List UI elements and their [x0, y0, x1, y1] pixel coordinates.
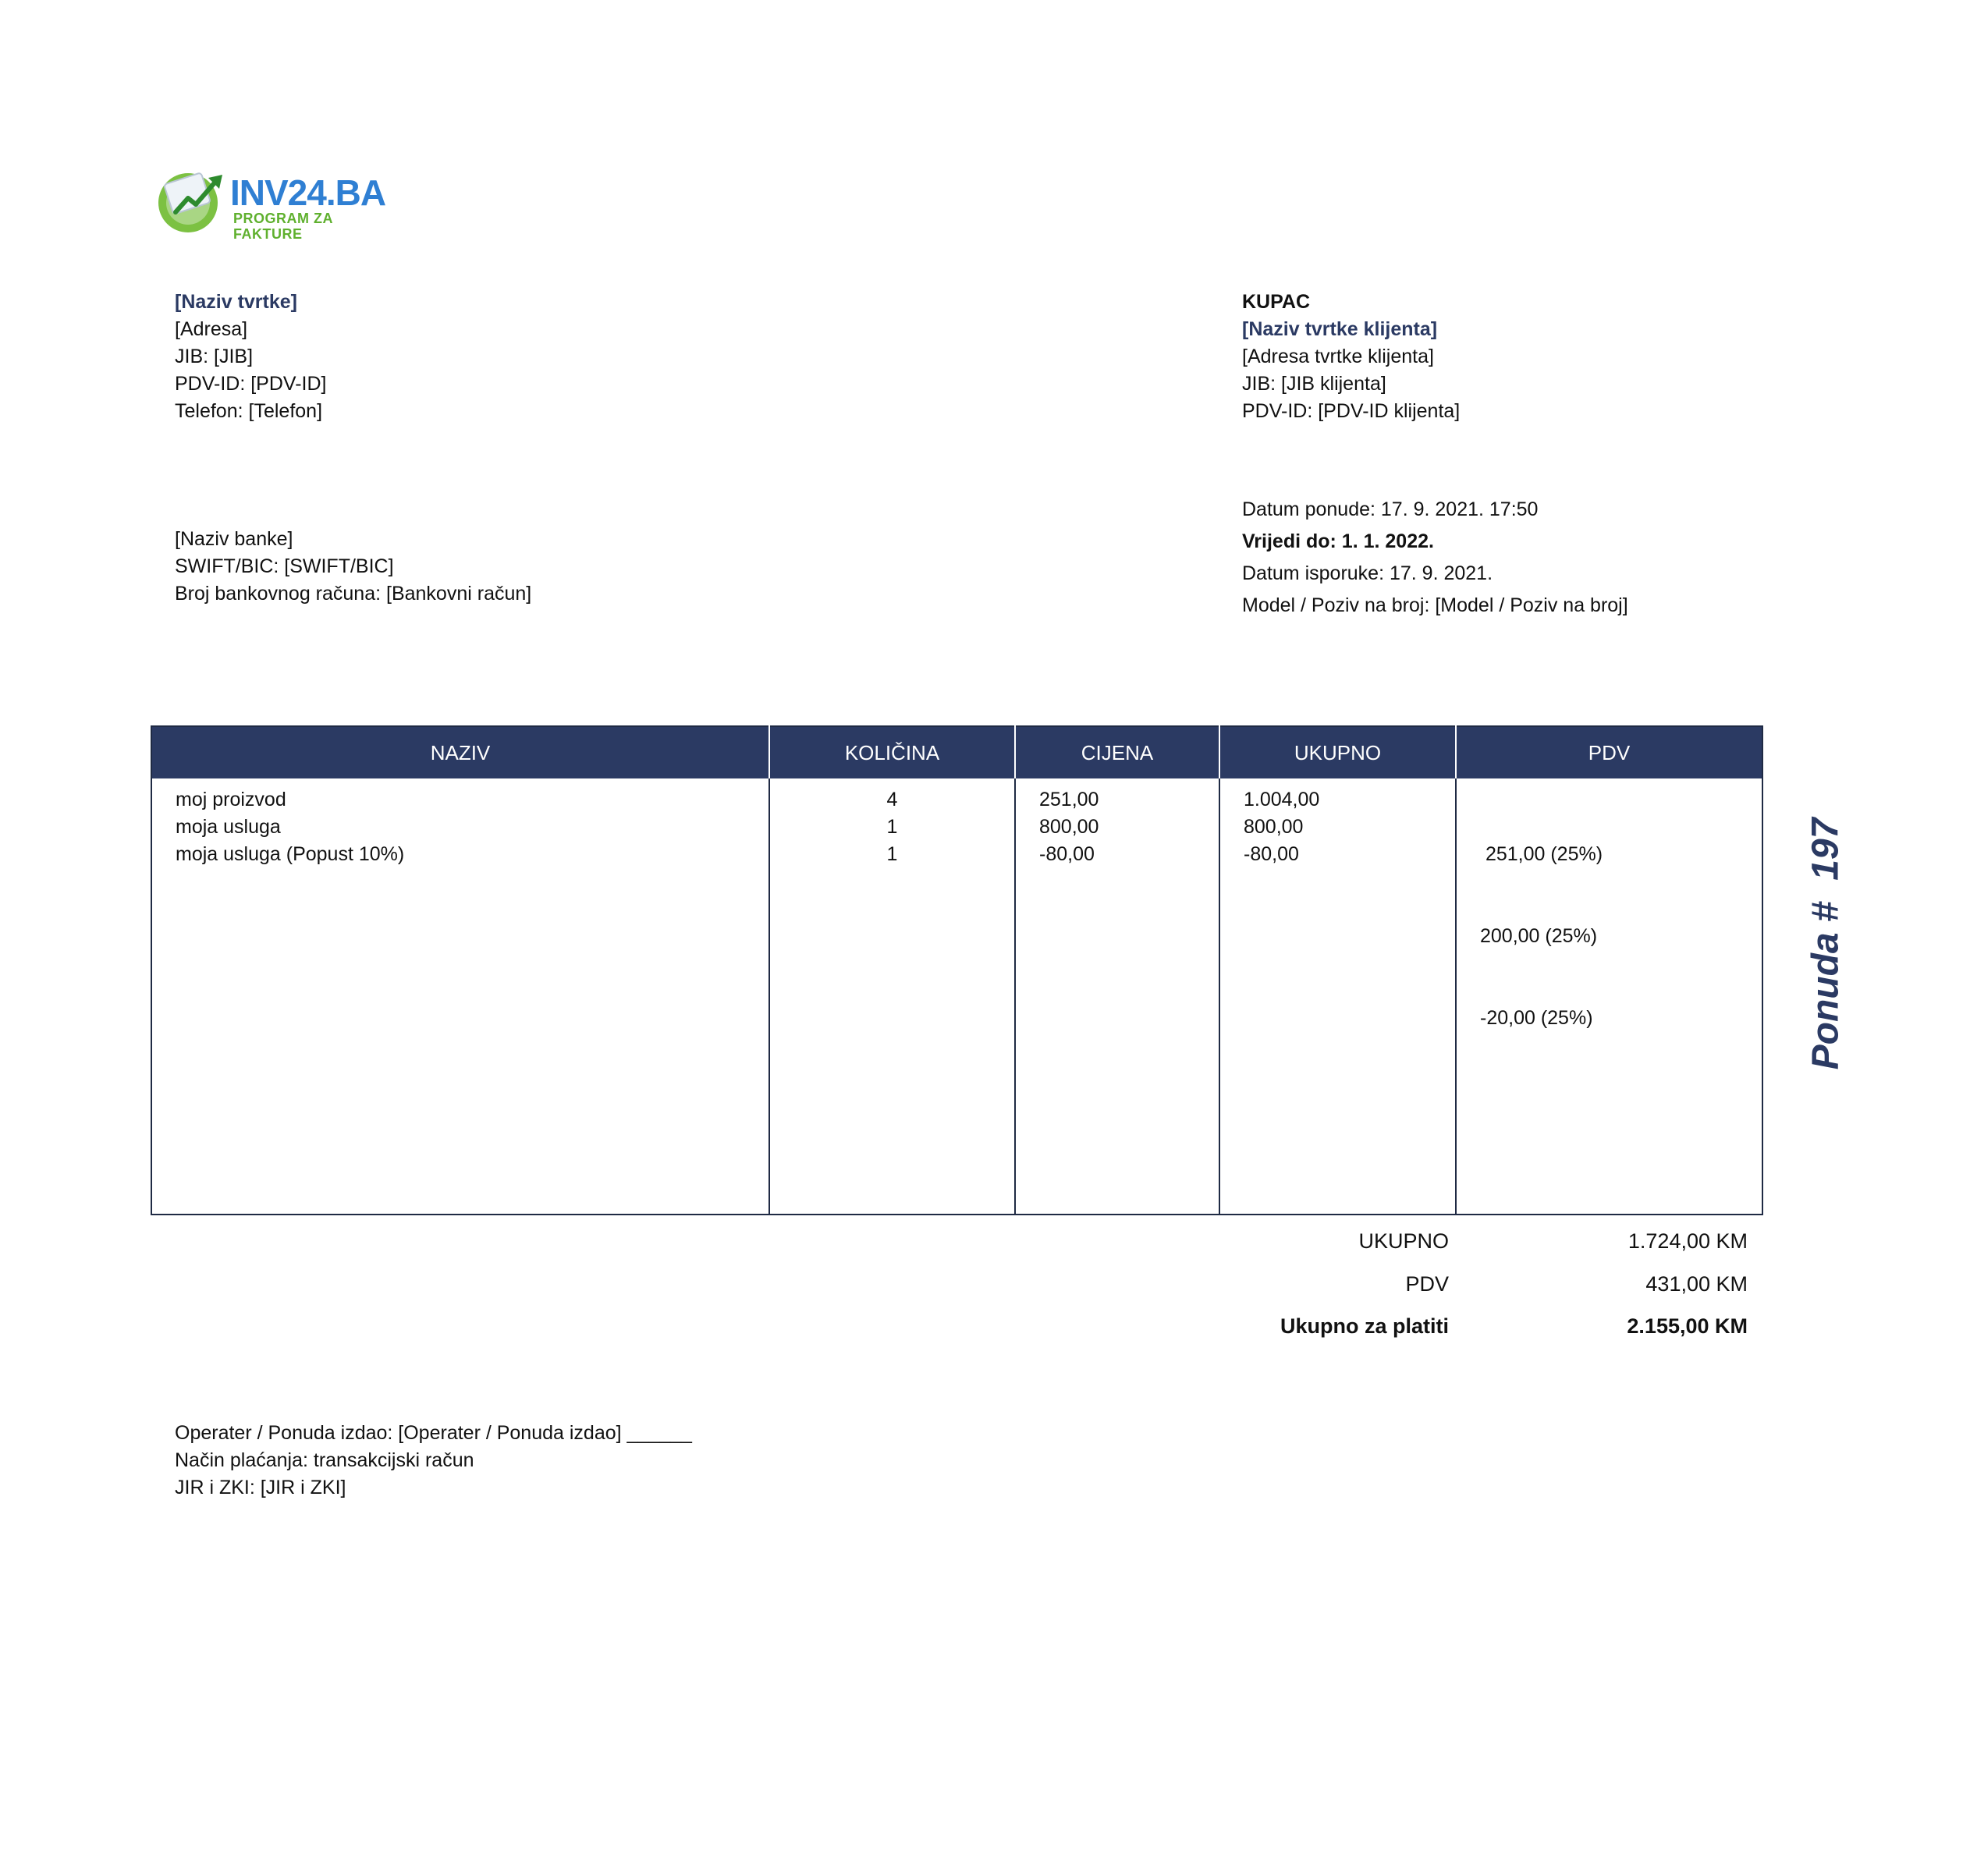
bank-block	[175, 526, 531, 608]
seller-name: [Naziv tvrtke]	[175, 291, 297, 313]
offer-date: Datum ponude: 17. 9. 2021. 17:50	[1242, 498, 1539, 520]
seller-jib: JIB: [JIB]	[175, 346, 254, 367]
table-cell: 800,00	[1244, 816, 1304, 838]
subtotal-value: 1.724,00 KM	[1627, 1229, 1748, 1253]
table-cell: 251,00 (25%)	[1480, 843, 1603, 865]
seller-address: [Adresa]	[175, 318, 248, 340]
buyer-block	[1242, 289, 1460, 425]
table-header-row	[151, 726, 1762, 778]
offer-number: Ponuda # 197	[1805, 817, 1847, 1070]
subtotal-label: UKUPNO	[1358, 1229, 1449, 1253]
footer-block	[175, 1420, 692, 1502]
reference-model: Model / Poziv na broj: [Model / Poziv na broj]	[1242, 594, 1628, 616]
logo-brand: INV24.BA	[230, 172, 386, 213]
buyer-pdv-id: PDV-ID: [PDV-ID klijenta]	[1242, 400, 1461, 422]
column-ukupno	[1219, 778, 1456, 1215]
company-logo	[152, 164, 386, 242]
bank-account: Broj bankovnog računa: [Bankovni račun]	[175, 583, 532, 605]
seller-pdv-id: PDV-ID: [PDV-ID]	[175, 373, 327, 395]
delivery-date: Datum isporuke: 17. 9. 2021.	[1242, 562, 1493, 584]
vat-label: PDV	[1405, 1272, 1449, 1296]
valid-until: Vrijedi do: 1. 1. 2022.	[1242, 530, 1434, 552]
footer-jir-zki: JIR i ZKI: [JIR i ZKI]	[175, 1477, 346, 1498]
table-cell: 1	[886, 843, 898, 865]
buyer-jib: JIB: [JIB klijenta]	[1242, 373, 1386, 395]
grand-total-value: 2.155,00 KM	[1627, 1314, 1748, 1338]
table-cell: -20,00 (25%)	[1480, 1007, 1593, 1029]
column-cijena	[1015, 778, 1219, 1215]
buyer-name: [Naziv tvrtke klijenta]	[1242, 318, 1438, 340]
vat-value: 431,00 KM	[1645, 1272, 1748, 1296]
table-cell: moj proizvod	[176, 789, 286, 810]
bank-name: [Naziv banke]	[175, 528, 293, 550]
grand-total-label: Ukupno za platiti	[1280, 1314, 1449, 1338]
column-kolicina	[769, 778, 1015, 1215]
table-cell: 200,00 (25%)	[1480, 925, 1598, 947]
table-cell: 800,00	[1039, 816, 1099, 838]
logo-icon	[152, 164, 230, 236]
table-cell: 4	[886, 789, 898, 810]
table-cell: moja usluga (Popust 10%)	[176, 843, 405, 865]
header-ukupno: UKUPNO	[1219, 726, 1456, 778]
column-naziv	[151, 778, 769, 1215]
table-cell: 1	[886, 816, 898, 838]
header-naziv: NAZIV	[151, 726, 769, 778]
buyer-heading: KUPAC	[1242, 291, 1311, 313]
bank-swift: SWIFT/BIC: [SWIFT/BIC]	[175, 555, 394, 577]
items-table	[151, 725, 1763, 1215]
logo-tagline: PROGRAM ZA FAKTURE	[233, 211, 333, 242]
dates-block	[1242, 494, 1628, 622]
header-kolicina: KOLIČINA	[769, 726, 1015, 778]
seller-block	[175, 289, 326, 425]
table-cell: -80,00	[1244, 843, 1299, 865]
column-pdv	[1456, 778, 1762, 1215]
header-pdv: PDV	[1456, 726, 1762, 778]
table-cell: moja usluga	[176, 816, 281, 838]
footer-operator: Operater / Ponuda izdao: [Operater / Ponuda izdao] ______	[175, 1422, 692, 1444]
table-body-row	[151, 778, 1762, 1215]
footer-payment-method: Način plaćanja: transakcijski račun	[175, 1449, 474, 1471]
header-cijena: CIJENA	[1015, 726, 1219, 778]
buyer-address: [Adresa tvrtke klijenta]	[1242, 346, 1434, 367]
table-cell: -80,00	[1039, 843, 1095, 865]
seller-phone: Telefon: [Telefon]	[175, 400, 323, 422]
table-cell: 251,00	[1039, 789, 1099, 810]
table-cell: 1.004,00	[1244, 789, 1320, 810]
